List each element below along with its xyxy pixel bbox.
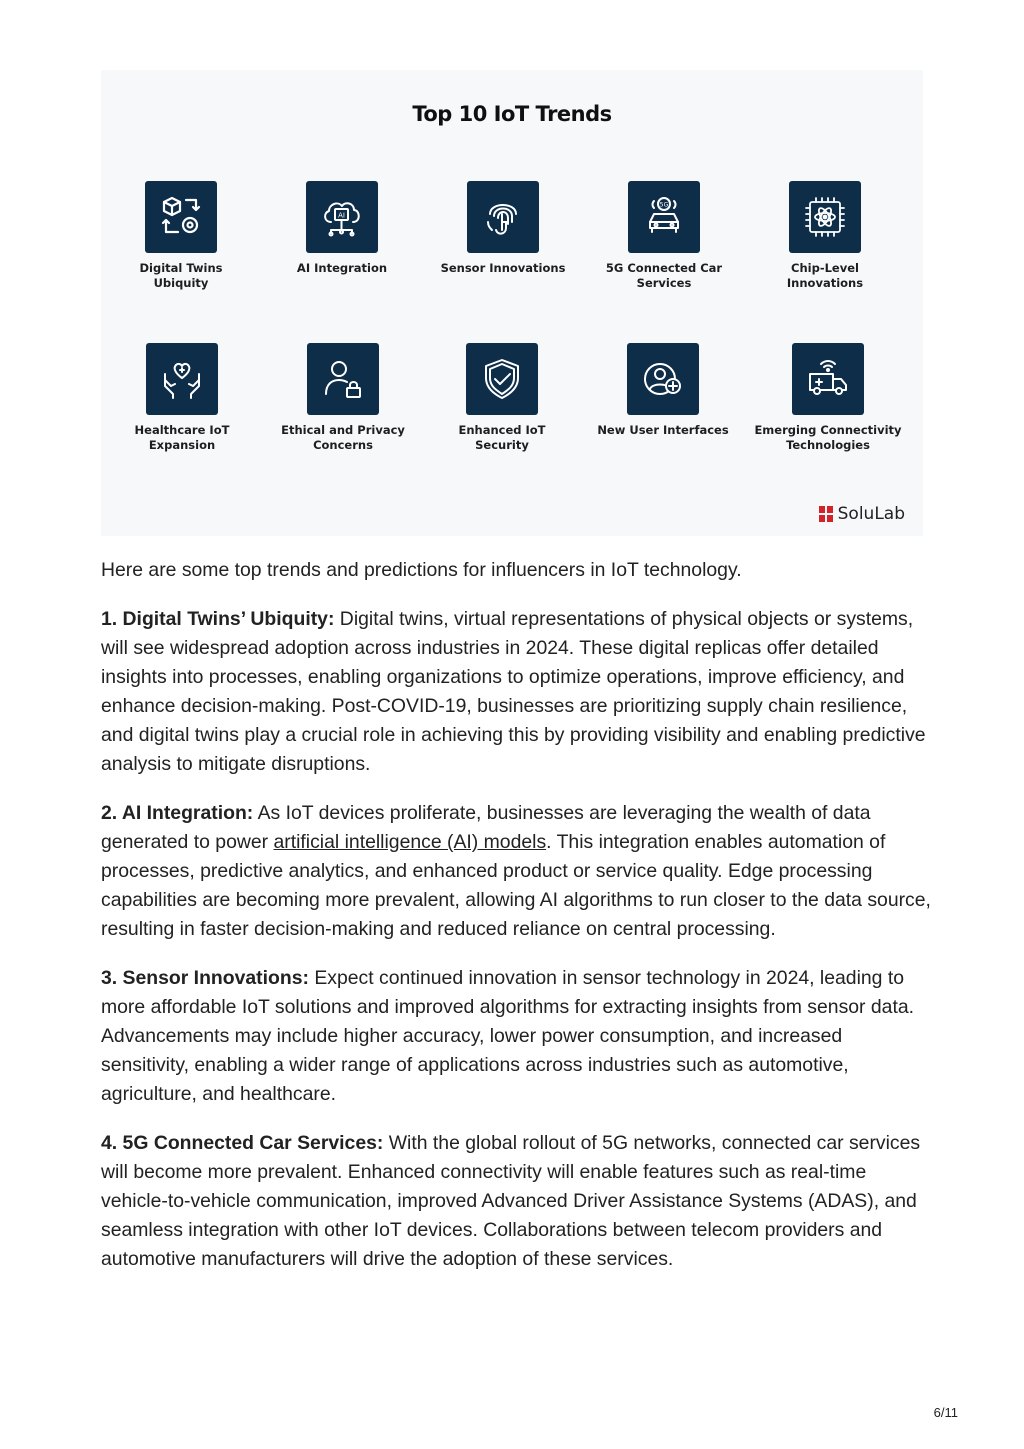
fingerprint-touch-icon bbox=[467, 181, 539, 253]
trend-label: Sensor Innovations bbox=[440, 261, 566, 275]
trend-tile-chip-level bbox=[745, 181, 905, 291]
trend-tile-new-ui bbox=[583, 343, 743, 438]
trend-label: Chip-Level Innovations bbox=[786, 261, 864, 290]
trend-tile-ethical-privacy bbox=[263, 343, 423, 453]
digital-twins-icon bbox=[145, 181, 217, 253]
page-number: 6/11 bbox=[933, 1405, 958, 1420]
paragraph-heading: 3. Sensor Innovations: bbox=[101, 967, 309, 989]
trend-tile-healthcare bbox=[102, 343, 262, 453]
paragraph-heading: 4. 5G Connected Car Services: bbox=[101, 1132, 384, 1154]
trend-label: New User Interfaces bbox=[597, 423, 729, 437]
trend-paragraph-3: 3. Sensor Innovations: Expect continued innovation in sensor technology in 2024, leading to more affordable IoT solutions and improved algorithms for extracting insights from sensor data. Advancements may include higher accuracy, lower power consumption, and increased sensitivity, enabling a wider range of applications across industries such as automotive, agriculture, and healthcare. bbox=[101, 967, 915, 1105]
user-lock-icon bbox=[307, 343, 379, 415]
article-body bbox=[101, 556, 931, 1294]
trend-label: Ethical and Privacy Concerns bbox=[281, 423, 405, 452]
trend-tile-sensor-innovations bbox=[423, 181, 583, 276]
trend-tile-digital-twins bbox=[101, 181, 261, 291]
trend-tile-5g-car bbox=[584, 181, 744, 291]
shield-check-icon bbox=[466, 343, 538, 415]
trend-paragraph-2: 2. AI Integration: As IoT devices proliferate, businesses are leveraging the wealth of data generated to power artificial intelligence (AI) models. This integration enables automation of processes, predictive analytics, and enhanced product or service quality. Edge processing capabilities are becoming more prevalent, allowing AI algorithms to run closer to the data source, resulting in faster decision-making and reduced reliance on central processing. bbox=[101, 802, 931, 940]
trend-label: Emerging Connectivity Technologies bbox=[754, 423, 902, 452]
trend-tile-emerging-connectivity bbox=[748, 343, 908, 453]
ai-cloud-icon bbox=[306, 181, 378, 253]
trend-label: AI Integration bbox=[296, 261, 388, 275]
ai-models-link[interactable]: artificial intelligence (AI) models bbox=[273, 831, 547, 853]
trend-label: Digital Twins Ubiquity bbox=[139, 261, 223, 290]
infographic-title: Top 10 IoT Trends bbox=[412, 102, 612, 126]
paragraph-heading: 2. AI Integration: bbox=[101, 802, 254, 824]
svg-text:AI: AI bbox=[338, 211, 345, 220]
brand-name: SoluLab bbox=[837, 504, 905, 524]
trend-paragraph-1: 1. Digital Twins’ Ubiquity: Digital twins, virtual representations of physical objects or systems, will see widespread adoption across industries in 2024. These digital replicas offer detailed insights into processes, enabling organizations to optimize operations, improve efficiency, and enhance decision-making. Post-COVID-19, businesses are prioritizing supply chain resilience, and digital twins play a crucial role in achieving this by providing visibility and enabling predictive analysis to mitigate disruptions. bbox=[101, 608, 926, 775]
trend-label: Enhanced IoT Security bbox=[458, 423, 546, 452]
healthcare-hands-icon bbox=[146, 343, 218, 415]
ambulance-wifi-icon bbox=[792, 343, 864, 415]
solulab-logo-icon bbox=[819, 506, 833, 522]
chip-atom-icon bbox=[789, 181, 861, 253]
5g-car-icon bbox=[628, 181, 700, 253]
trend-label: 5G Connected Car Services bbox=[605, 261, 723, 290]
trend-tile-iot-security bbox=[422, 343, 582, 453]
solulab-brand bbox=[819, 504, 905, 524]
trend-paragraph-4: 4. 5G Connected Car Services: With the global rollout of 5G networks, connected car services will become more prevalent. Enhanced connectivity will enable features such as real-time vehicle-to-vehicle communication, improved Advanced Driver Assistance Systems (ADAS), and seamless integration with other IoT devices. Collaborations between telecom providers and automotive manufacturers will drive the adoption of these services. bbox=[101, 1132, 921, 1270]
trend-label: Healthcare IoT Expansion bbox=[134, 423, 230, 452]
trend-tile-ai-integration bbox=[262, 181, 422, 276]
paragraph-heading: 1. Digital Twins’ Ubiquity: bbox=[101, 608, 335, 630]
intro-paragraph: Here are some top trends and predictions for influencers in IoT technology. bbox=[101, 559, 742, 581]
svg-text:5G: 5G bbox=[659, 201, 669, 209]
user-add-icon bbox=[627, 343, 699, 415]
iot-trends-infographic bbox=[101, 70, 923, 536]
